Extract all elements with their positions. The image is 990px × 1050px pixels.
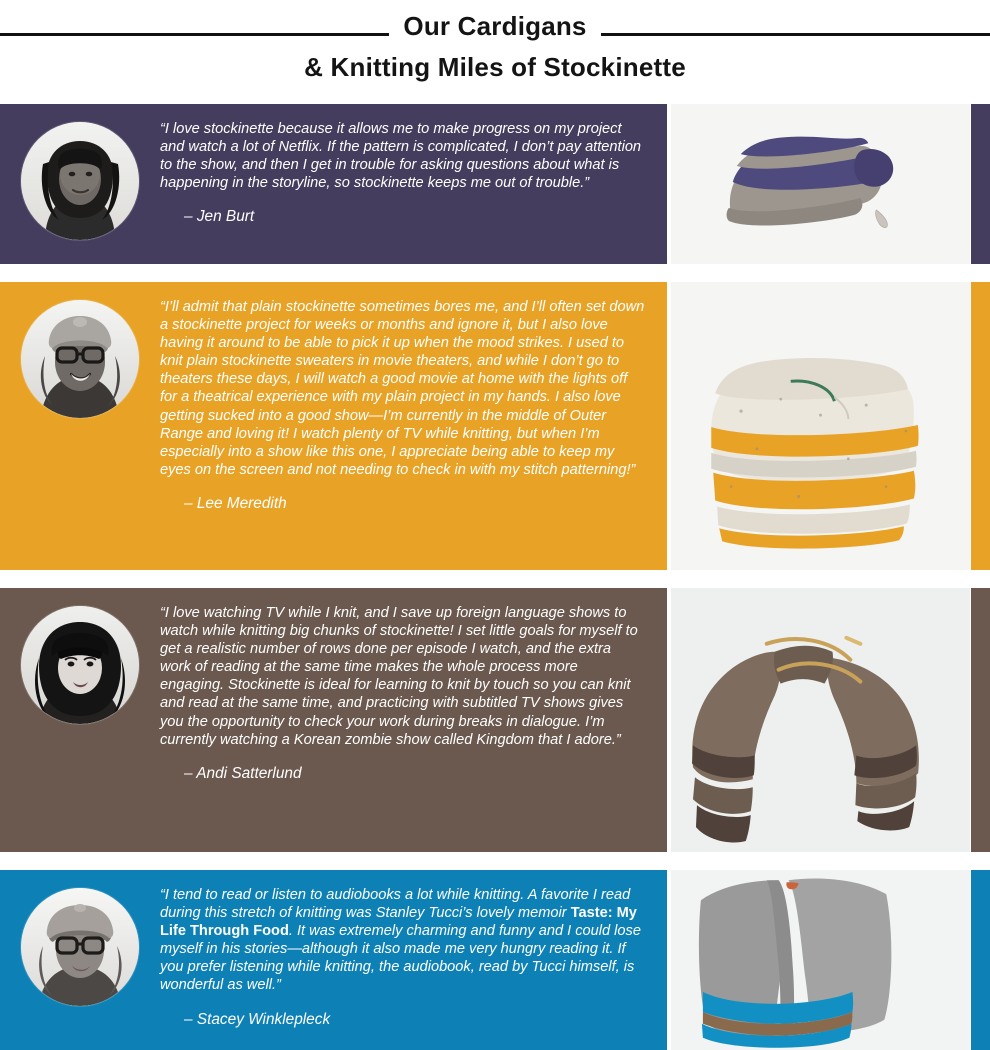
right-color-strip [971,870,990,1050]
attribution: – Stacey Winklepleck [184,1010,331,1028]
project-photo [671,282,970,570]
project-photo [671,588,970,852]
right-color-strip [971,282,990,570]
quote-panel [0,588,667,852]
knitted-cardigan-photo-icon [671,104,970,264]
testimonial-lee-meredith [0,282,990,570]
quote-text: “I love watching TV while I knit, and I save up foreign language shows to watch while knitting big chunks of stockinette! I set little goals for myself to get a realistic number of rows done per episode I watch, and the extra work of reading at the same time makes the whole process more engaging. Stockinette is ideal for learning to knit by touch so you can knit and read at the same time, and practicing with subtitled TV shows gives you the opportunity to check your work during breaks in dialogue. I’m currently watching a Korean zombie show called Kingdom that I adore.” [160,605,638,748]
attribution: – Lee Meredith [184,494,287,512]
avatar-container [0,296,160,418]
avatar-container [0,602,160,724]
header-rule-right [601,33,990,36]
lee-meredith-portrait-icon [21,300,139,418]
testimonial-jen-burt [0,104,990,264]
quote-text: “I’ll admit that plain stockinette sometimes bores me, and I’ll often set down a stockinette project for weeks or months and ignore it, but I also love having it around to be able to pick it up when the mood strikes. I used to knit plain stockinette sweaters in movie theaters, and while I don’t go to theaters these days, I will watch a good movie at home with the lights off for a theatrical experience with my plain project in my hands. I also love getting sucked into a good show—I’m currently in the middle of Outer Range and loving it! I watch plenty of TV while knitting, but when I’m especially into a show like this one, I appreciate being able to keep my eyes on the screen and not needing to check in with my stitch patterning!” [160,299,645,478]
stacey-winklepleck-portrait-icon [21,888,139,1006]
testimonial-stacey-winklepleck [0,870,990,1050]
project-photo [671,104,970,264]
title-row-primary [0,8,990,44]
attribution: – Jen Burt [184,208,255,226]
attribution: – Andi Satterlund [184,764,302,782]
quote-container [160,884,667,1029]
quote-panel [0,104,667,264]
page-header [0,0,990,104]
project-photo [671,870,970,1050]
title-row-secondary [0,52,990,83]
quote-text-part2: . It was extremely charming and funny and I could lose myself in his stories—although it also made me very hungry reading it. If you prefer listening while knitting, the audiobook, read by Tucci himself, is wonderful as well.” [160,923,641,994]
quote-panel [0,870,667,1050]
avatar [21,122,139,240]
avatar [21,300,139,418]
quote-container [160,602,667,783]
right-color-strip [971,588,990,852]
jen-burt-portrait-icon [21,122,139,240]
testimonial-andi-satterlund [0,588,990,852]
right-color-strip [971,104,990,264]
knitted-cardigan-photo-icon [671,282,970,570]
avatar-container [0,118,160,240]
knitted-cardigan-photo-icon [671,588,970,852]
andi-satterlund-portrait-icon [21,606,139,724]
page-subtitle: & Knitting Miles of Stockinette [304,52,686,82]
quote-container [160,296,667,513]
header-rule-left [0,33,389,36]
book-title: Taste: My Life Through Food [160,905,637,940]
knitted-cardigan-photo-icon [671,870,970,1050]
page-title: Our Cardigans [403,10,587,41]
quote-text [160,886,645,995]
avatar [21,888,139,1006]
quote-panel [0,282,667,570]
quote-container [160,118,667,226]
avatar [21,606,139,724]
quote-text-part1: “I tend to read or listen to audiobooks a lot while knitting. A favorite I read during this stretch of knitting was Stanley Tucci’s lovely memoir [160,887,631,922]
avatar-container [0,884,160,1006]
quote-text: “I love stockinette because it allows me to make progress on my project and watch a lot of Netflix. If the pattern is complicated, I don’t pay attention to the show, and then I get in trouble for asking questions about what is happening in the storyline, so stockinette keeps me out of trouble.” [160,121,642,192]
